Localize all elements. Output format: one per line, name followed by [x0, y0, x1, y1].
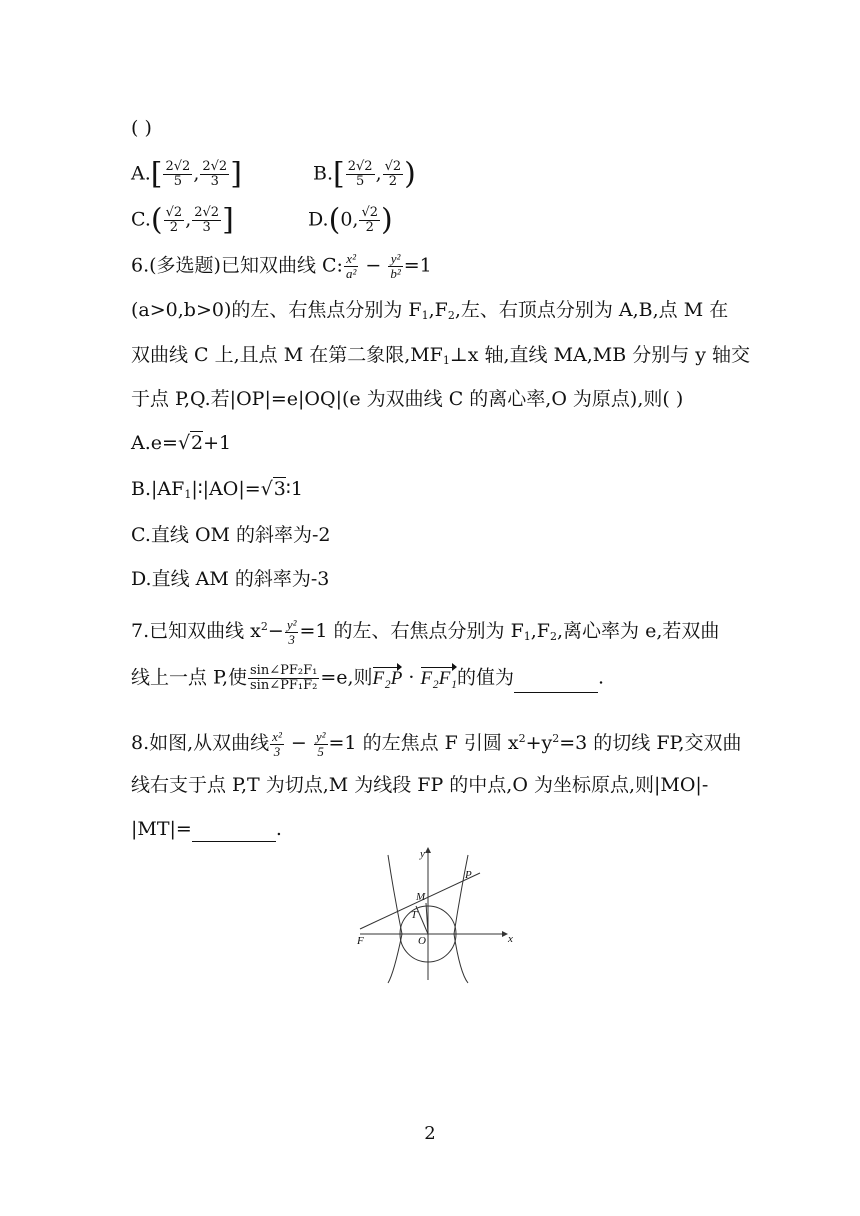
q6-stem-line3: 双曲线 C 上,且点 M 在第二象限$,MF_1\perp x$ 轴,直线 MA,MB 分别与 y 轴交 — [131, 344, 751, 367]
label-f: F — [357, 935, 364, 947]
q5-option-b: B.[ $\frac{2√2}{5}$ , $\frac{√2}{2}$ ) — [313, 156, 416, 192]
q5-option-a: A.[ $\frac{2√2}{5}$ , $\frac{2√2}{3}$ ] — [131, 156, 242, 192]
label-x: x — [508, 933, 513, 945]
answer-paren: ( ) — [131, 117, 152, 139]
q6-option-c: C.直线 OM 的斜率为-2 — [131, 524, 331, 546]
label-o: O — [418, 935, 426, 947]
label-m: M — [416, 891, 426, 903]
q6-option-b: $B.|AF_1|∶|AO|=√3∶1$ — [131, 478, 303, 501]
hyperbola-left-branch — [388, 855, 402, 983]
q8-stem-line2: 线右支于点 P,T 为切点,M 为线段 FP 的中点,O 为坐标原点,则|MO|- — [131, 774, 709, 796]
q5-option-d: D.(0, $\frac{√2}{2}$ ) — [308, 202, 393, 238]
q6-option-d: D.直线 AM 的斜率为-3 — [131, 568, 330, 590]
q5-option-c: C.( $\frac{√2}{2}$ , $\frac{2√2}{3}$ ] — [131, 202, 234, 238]
q8-stem-line1: 8.如图,从双曲线 $\frac{\text{x²}}{3}$ − $\frac{\text{y²}}{5}$ =1 的左焦点 F 引圆 $x^2+y^2=3$ 的切线 FP,交双曲 — [131, 728, 742, 759]
y-axis-arrow — [425, 847, 431, 853]
answer-blank[interactable] — [192, 821, 276, 842]
vector-f2f1: F₂F₁ — [421, 666, 457, 692]
label-t: T — [411, 909, 418, 921]
q8-stem-line3: |MT|= . — [131, 818, 282, 840]
q7-stem-line2: 线上一点 P,使 $\frac{\text{sin∠PF₂F₁}}{\text{sin∠PF₁F₂}}$ =e,则F₂P · F₂F₁的值为 . — [131, 663, 604, 693]
vector-f2p: F₂P — [373, 666, 403, 692]
q6-stem-line4: 于点 P,Q.若|OP|=e|OQ|(e 为双曲线 C 的离心率,O 为原点),则( ) — [131, 388, 684, 410]
q6-option-a: A.e=√2+1 — [131, 432, 232, 454]
label-y: y — [420, 848, 425, 860]
q6-stem-line2: (a>0,b>0)的左、右焦点分别为 $F_1,F_2$,左、右顶点分别为 A,B,点 M 在 — [131, 299, 729, 322]
page-number: 2 — [424, 1123, 436, 1144]
answer-blank[interactable] — [514, 672, 598, 693]
label-p: P — [465, 869, 472, 881]
q7-stem-line1: 7.已知双曲线 $x^2-$ $\frac{\text{y²}}{3}$ =1 的左、右焦点分别为 $F_1,F_2$,离心率为 e,若双曲 — [131, 616, 720, 647]
q6-stem-line1: 6.(多选题)已知双曲线 C: $\frac{\text{x²}}{\text{a²}}$ − $\frac{\text{y²}}{\text{b²}}$ =1 — [131, 251, 432, 281]
hyperbola-figure — [350, 845, 520, 985]
